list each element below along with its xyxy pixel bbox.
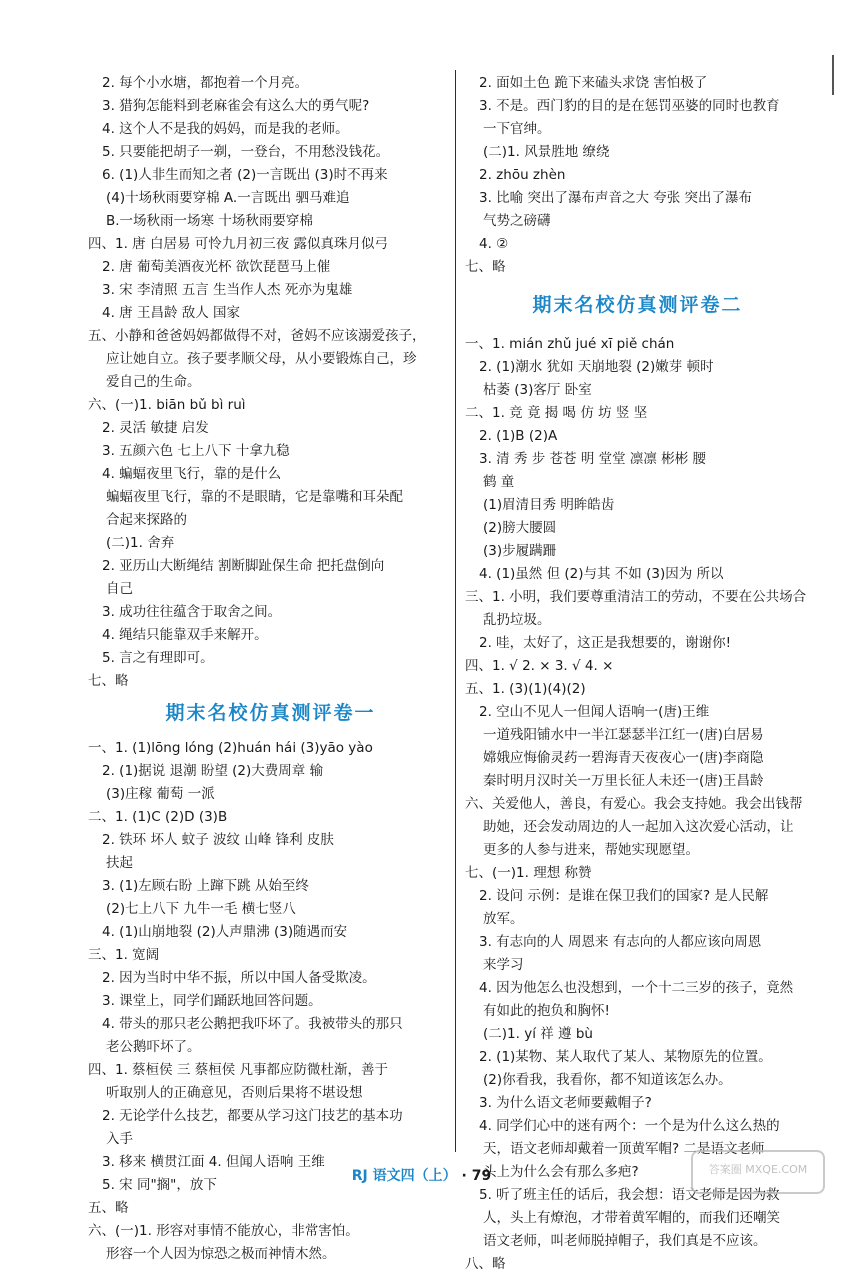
answer-line: (4)十场秋雨要穿棉 A.一言既出 驷马难追 xyxy=(106,190,350,206)
answer-line: (二)1. 风景胜地 缭绕 xyxy=(483,144,610,160)
answer-line: 2. 因为当时中华不振，所以中国人备受欺凌。 xyxy=(102,970,376,986)
answer-line: 更多的人参与进来，帮她实现愿望。 xyxy=(483,842,699,858)
answer-line: 二、1. 竞 竟 揭 喝 仿 坊 竖 坚 xyxy=(465,405,648,421)
answer-line: 四、1. 唐 白居易 可怜九月初三夜 露似真珠月似弓 xyxy=(88,236,389,252)
answer-line: 语文老师，叫老师脱掉帽子，我们真是不应该。 xyxy=(483,1233,767,1249)
answer-line: (2)你看我，我看你，都不知道该怎么办。 xyxy=(483,1072,732,1088)
answer-line: 五、小静和爸爸妈妈都做得不对，爸妈不应该溺爱孩子， xyxy=(88,328,426,344)
answer-line: 三、1. 宽阔 xyxy=(88,947,160,963)
right-bottom-answers xyxy=(465,333,810,1276)
answer-line: 七、略 xyxy=(465,259,506,275)
answer-line: 嫦娥应悔偷灵药一碧海青天夜夜心一(唐)李商隐 xyxy=(483,750,764,766)
answer-line: 4. 带头的那只老公鹅把我吓坏了。我被带头的那只 xyxy=(102,1016,403,1032)
answer-line: 2. zhōu zhèn xyxy=(479,167,566,183)
answer-line: 2. (1)某物、某人取代了某人、某物原先的位置。 xyxy=(479,1049,772,1065)
answer-line: 3. 移来 横贯江面 4. 但闻人语响 王维 xyxy=(102,1154,325,1170)
answer-line: (2)七上八下 九牛一毛 横七竖八 xyxy=(106,901,296,917)
answer-line: 四、1. √ 2. × 3. √ 4. × xyxy=(465,658,614,674)
left-column xyxy=(88,72,453,1266)
answer-line: 一下官绅。 xyxy=(483,121,551,137)
answer-line: 4. 绳结只能靠双手来解开。 xyxy=(102,627,268,643)
answer-line: 放军。 xyxy=(483,911,524,927)
answer-line: 2. 每个小水塘，都抱着一个月亮。 xyxy=(102,75,309,91)
answer-line: 4. 蝙蝠夜里飞行，靠的是什么 xyxy=(102,466,282,482)
answer-line: 2. 亚历山大断绳结 割断脚趾保生命 把托盘倒向 xyxy=(102,558,385,574)
answer-line: 4. (1)虽然 但 (2)与其 不如 (3)因为 所以 xyxy=(479,566,724,582)
answer-line: 老公鹅吓坏了。 xyxy=(106,1039,201,1055)
answer-line: 3. 宋 李清照 五言 生当作人杰 死亦为鬼雄 xyxy=(102,282,353,298)
answer-line: 4. ② xyxy=(479,236,509,252)
left-bottom-answers xyxy=(88,737,453,1266)
left-top-answers xyxy=(88,72,453,693)
answer-line: 2. 唐 葡萄美酒夜光杯 欲饮琵琶马上催 xyxy=(102,259,331,275)
answer-line: 鹤 童 xyxy=(483,474,515,490)
answer-line: 天，语文老师却戴着一顶黄军帽? 二是语文老师 xyxy=(483,1141,765,1157)
answer-line: (1)眉清目秀 明眸皓齿 xyxy=(483,497,615,513)
section-title-exam-1: 期末名校仿真测评卷一 xyxy=(165,702,376,724)
answer-line: 气势之磅礴 xyxy=(483,213,551,229)
answer-line: 应让她自立。孩子要孝顺父母，从小要锻炼自己，珍 xyxy=(106,351,417,367)
answer-line: (二)1. yí 祥 遵 bù xyxy=(483,1026,593,1042)
answer-line: 入手 xyxy=(106,1131,133,1147)
answer-line: 3. 五颜六色 七上八下 十拿九稳 xyxy=(102,443,290,459)
answer-line: 三、1. 小明，我们要尊重清洁工的劳动，不要在公共场合 xyxy=(465,589,807,605)
answer-line: 六、(一)1. biān bǔ bì ruì xyxy=(88,397,246,413)
answer-line: B.一场秋雨一场寒 十场秋雨要穿棉 xyxy=(106,213,313,229)
answer-line: 助她，还会发动周边的人一起加入这次爱心活动，让 xyxy=(483,819,794,835)
answer-line: (3)步履蹒跚 xyxy=(483,543,557,559)
right-top-answers xyxy=(465,72,810,279)
answer-line: 2. (1)潮水 犹如 天崩地裂 (2)嫩芽 顿时 xyxy=(479,359,714,375)
answer-line: 听取别人的正确意见，否则后果将不堪设想 xyxy=(106,1085,363,1101)
right-column xyxy=(465,72,810,1276)
answer-line: 2. 设问 示例：是谁在保卫我们的国家? 是人民解 xyxy=(479,888,769,904)
answer-line: (3)庄稼 葡萄 一派 xyxy=(106,786,215,802)
answer-line: 5. 宋 同"搁"，放下 xyxy=(102,1177,217,1193)
answer-line: 人，头上有燎泡，才带着黄军帽的，而我们还嘲笑 xyxy=(483,1210,780,1226)
answer-line: 3. 课堂上，同学们踊跃地回答问题。 xyxy=(102,993,322,1009)
footer-subject: RJ 语文四（上） xyxy=(351,1168,457,1184)
answer-line: 乱扔垃圾。 xyxy=(483,612,551,628)
answer-line: 形容一个人因为惊恐之极而神情木然。 xyxy=(106,1246,336,1262)
column-divider xyxy=(455,70,456,1152)
answer-line: 2. 空山不见人一但闻人语响一(唐)王维 xyxy=(479,704,710,720)
answer-line: 来学习 xyxy=(483,957,524,973)
answer-line: 3. 为什么语文老师要戴帽子? xyxy=(479,1095,652,1111)
answer-line: 3. 成功往往蕴含于取舍之间。 xyxy=(102,604,282,620)
answer-line: 合起来探路的 xyxy=(106,512,187,528)
answer-line: 2. 铁环 坏人 蚊子 波纹 山峰 锋利 皮肤 xyxy=(102,832,334,848)
answer-line: 4. (1)山崩地裂 (2)人声鼎沸 (3)随遇而安 xyxy=(102,924,348,940)
answer-line: 5. 听了班主任的话后，我会想：语文老师是因为救 xyxy=(479,1187,780,1203)
answer-line: 4. 唐 王昌龄 敌人 国家 xyxy=(102,305,241,321)
answer-line: 有如此的抱负和胸怀! xyxy=(483,1003,610,1019)
answer-line: 五、略 xyxy=(88,1200,129,1216)
answer-line: 2. (1)B (2)A xyxy=(479,428,558,444)
answer-line: 2. 哇，太好了，这正是我想要的，谢谢你! xyxy=(479,635,732,651)
answer-line: 4. 这个人不是我的妈妈，而是我的老师。 xyxy=(102,121,349,137)
answer-line: 扶起 xyxy=(106,855,133,871)
answer-line: 一道残阳铺水中一半江瑟瑟半江红一(唐)白居易 xyxy=(483,727,764,743)
answer-line: 5. 只要能把胡子一剃，一登台，不用愁没钱花。 xyxy=(102,144,390,160)
answer-line: 自己 xyxy=(106,581,133,597)
answer-line: 2. 无论学什么技艺，都要从学习这门技艺的基本功 xyxy=(102,1108,403,1124)
answer-line: 一、1. mián zhǔ jué xī piě chán xyxy=(465,336,675,352)
answer-line: 3. 不是。西门豹的目的是在惩罚巫婆的同时也教育 xyxy=(479,98,780,114)
answer-line: 蝙蝠夜里飞行，靠的不是眼睛，它是靠嘴和耳朵配 xyxy=(106,489,403,505)
answer-line: 2. 面如土色 跪下来磕头求饶 害怕极了 xyxy=(479,75,708,91)
answer-line: 3. 比喻 突出了瀑布声音之大 夸张 突出了瀑布 xyxy=(479,190,753,206)
answer-line: 3. 猎狗怎能料到老麻雀会有这么大的勇气呢? xyxy=(102,98,370,114)
answer-line: 六、(一)1. 形容对事情不能放心，非常害怕。 xyxy=(88,1223,359,1239)
answer-line: 头上为什么会有那么多疤? xyxy=(483,1164,639,1180)
answer-line: 3. 清 秀 步 苍苍 明 堂堂 凛凛 彬彬 腰 xyxy=(479,451,707,467)
answer-line: 4. 同学们心中的迷有两个：一个是为什么这么热的 xyxy=(479,1118,780,1134)
answer-line: 5. 言之有理即可。 xyxy=(102,650,214,666)
watermark-logo: 答案圈 MXQE.COM xyxy=(691,1150,825,1194)
answer-line: 2. 灵活 敏捷 启发 xyxy=(102,420,209,436)
answer-line: 二、1. (1)C (2)D (3)B xyxy=(88,809,228,825)
footer-page-number: · 79 xyxy=(461,1168,492,1184)
answer-line: 爱自己的生命。 xyxy=(106,374,201,390)
answer-line: 4. 因为他怎么也没想到，一个十二三岁的孩子，竟然 xyxy=(479,980,794,996)
answer-line: 秦时明月汉时关一万里长征人未还一(唐)王昌龄 xyxy=(483,773,764,789)
answer-line: 3. (1)左顾右盼 上蹿下跳 从始至终 xyxy=(102,878,309,894)
answer-line: 六、关爱他人，善良，有爱心。我会支持她。我会出钱帮 xyxy=(465,796,803,812)
answer-line: 2. (1)据说 退潮 盼望 (2)大费周章 输 xyxy=(102,763,324,779)
answer-line: 七、略 xyxy=(88,673,129,689)
answer-line: 枯萎 (3)客厅 卧室 xyxy=(483,382,592,398)
answer-line: 五、1. (3)(1)(4)(2) xyxy=(465,681,586,697)
answer-line: (2)膀大腰圆 xyxy=(483,520,557,536)
answer-line: 八、略 xyxy=(465,1256,506,1272)
answer-line: (二)1. 舍弃 xyxy=(106,535,175,551)
page-edge-mark xyxy=(832,55,834,95)
answer-line: 一、1. (1)lōng lóng (2)huán hái (3)yāo yào xyxy=(88,740,373,756)
answer-line: 6. (1)人非生而知之者 (2)一言既出 (3)时不再来 xyxy=(102,167,388,183)
section-title-exam-2: 期末名校仿真测评卷二 xyxy=(532,294,743,316)
answer-line: 3. 有志向的人 周恩来 有志向的人都应该向周恩 xyxy=(479,934,762,950)
answer-line: 四、1. 蔡桓侯 三 蔡桓侯 凡事都应防微杜渐，善于 xyxy=(88,1062,389,1078)
answer-line: 七、(一)1. 理想 称赞 xyxy=(465,865,592,881)
